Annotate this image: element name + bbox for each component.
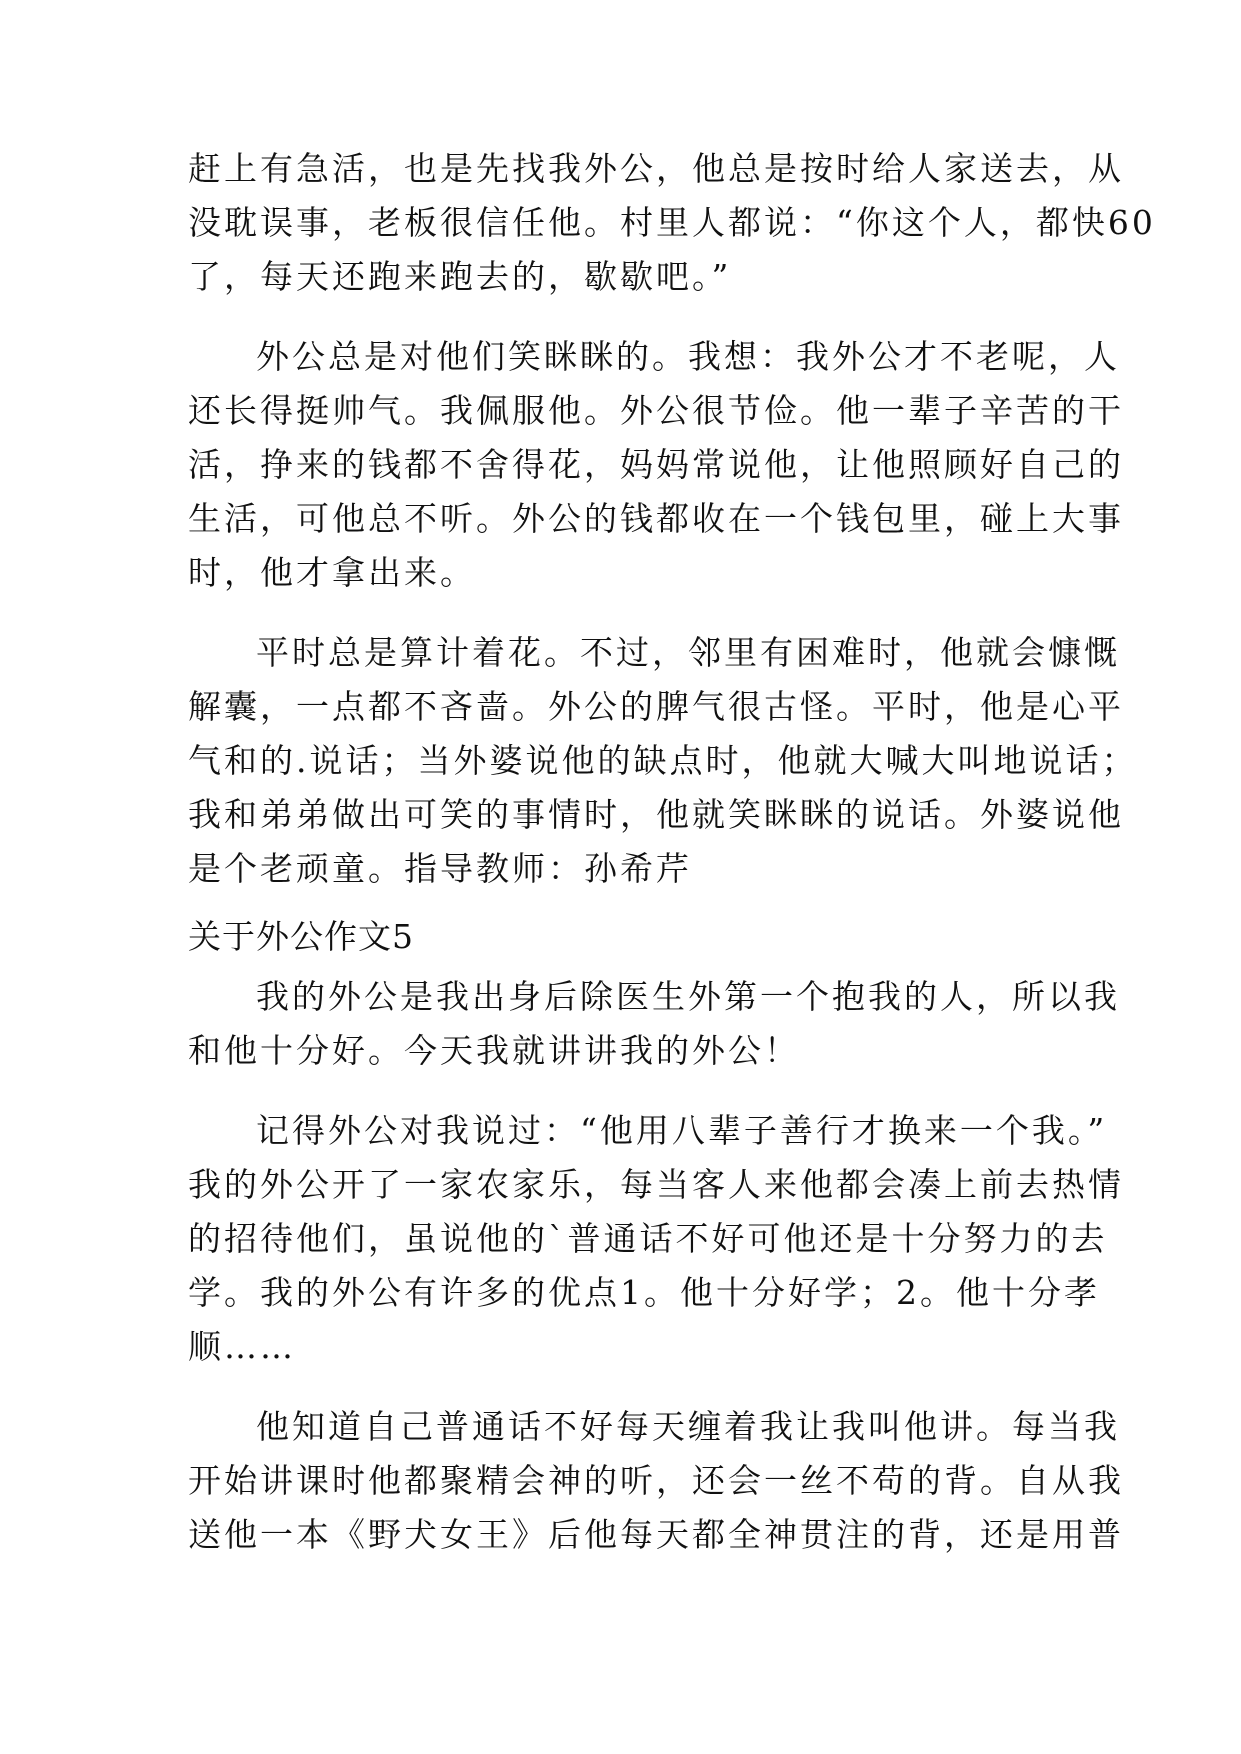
paragraph-first-line: 他知道自己普通话不好每天缠着我让我叫他讲。每当我 — [256, 1407, 1120, 1446]
paragraph-first-line: 平时总是算计着花。不过，邻里有困难时，他就会慷慨 — [256, 633, 1120, 672]
text-line: 和他十分好。今天我就讲讲我的外公！ — [188, 1031, 800, 1070]
text-line: 时，他才拿出来。 — [188, 553, 476, 592]
text-line: 我的外公开了一家农家乐，每当客人来他都会凑上前去热情 — [188, 1165, 1124, 1204]
paragraph-first-line: 记得外公对我说过：“他用八辈子善行才换来一个我。” — [256, 1111, 1108, 1150]
paragraph-first-line: 外公总是对他们笑眯眯的。我想：我外公才不老呢，人 — [256, 337, 1120, 376]
text-line: 气和的.说话；当外婆说他的缺点时，他就大喊大叫地说话； — [188, 741, 1138, 780]
text-line: 没耽误事，老板很信任他。村里人都说：“你这个人，都快60 — [188, 203, 1156, 242]
paragraph-first-line: 我的外公是我出身后除医生外第一个抱我的人，所以我 — [256, 977, 1120, 1016]
text-line: 了，每天还跑来跑去的，歇歇吧。” — [188, 257, 732, 296]
text-line: 解囊，一点都不吝啬。外公的脾气很古怪。平时，他是心平 — [188, 687, 1124, 726]
text-line: 赶上有急活，也是先找我外公，他总是按时给人家送去，从 — [188, 149, 1124, 188]
section-heading: 关于外公作文5 — [188, 917, 414, 956]
text-line: 生活，可他总不听。外公的钱都收在一个钱包里，碰上大事 — [188, 499, 1124, 538]
text-line: 开始讲课时他都聚精会神的听，还会一丝不苟的背。自从我 — [188, 1461, 1124, 1500]
text-line: 送他一本《野犬女王》后他每天都全神贯注的背，还是用普 — [188, 1515, 1124, 1554]
text-line: 还长得挺帅气。我佩服他。外公很节俭。他一辈子辛苦的干 — [188, 391, 1124, 430]
text-line: 顺…… — [188, 1327, 296, 1366]
text-line: 我和弟弟做出可笑的事情时，他就笑眯眯的说话。外婆说他 — [188, 795, 1124, 834]
text-line: 是个老顽童。指导教师：孙希芹 — [188, 849, 692, 888]
text-line: 的招待他们，虽说他的`普通话不好可他还是十分努力的去 — [188, 1219, 1108, 1258]
text-line: 学。我的外公有许多的优点1。他十分好学；2。他十分孝 — [188, 1273, 1100, 1312]
text-line: 活，挣来的钱都不舍得花，妈妈常说他，让他照顾好自己的 — [188, 445, 1124, 484]
